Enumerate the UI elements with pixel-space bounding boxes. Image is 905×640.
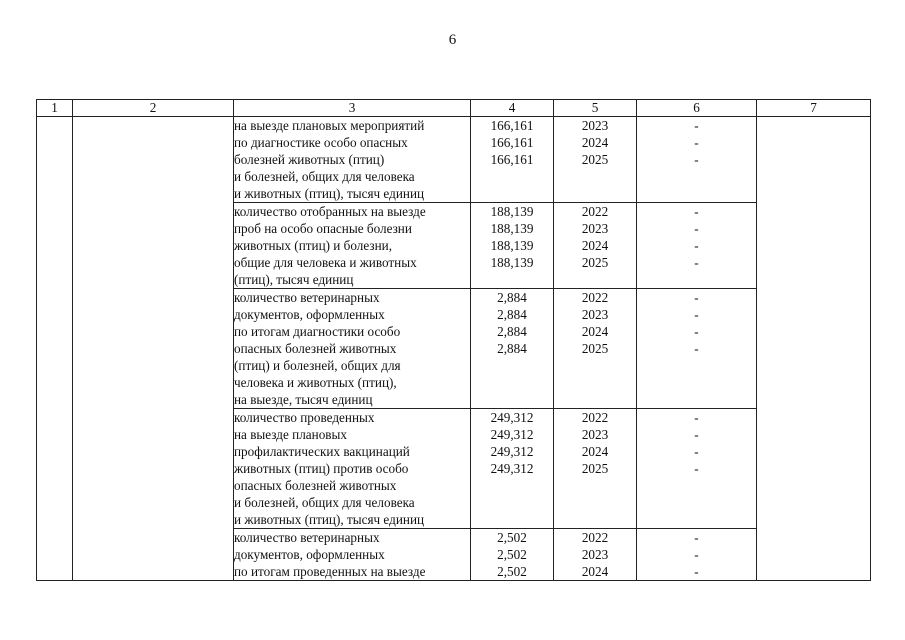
indicator-description (234, 289, 471, 409)
description-line: профилактических вакцинаций (234, 444, 410, 459)
year-cell: 2025 (581, 461, 609, 476)
year-cell: 2024 (581, 238, 609, 253)
value-cell: 2,884 (497, 324, 527, 339)
value-cell: 188,139 (490, 204, 534, 219)
dash-cell: - (694, 547, 699, 562)
indicator-description (234, 117, 471, 203)
year-cell: 2025 (581, 341, 609, 356)
value-cell: 249,312 (490, 444, 534, 459)
description-line: и болезней, общих для человека (234, 169, 415, 184)
value-cell: 188,139 (490, 238, 534, 253)
year-cell: 2023 (581, 307, 609, 322)
indicator-marks (637, 117, 757, 203)
description-line: по итогам диагностики особо (234, 324, 401, 339)
dash-cell: - (694, 324, 699, 339)
table-row (37, 117, 871, 203)
dash-cell: - (694, 410, 699, 425)
page-number: 6 (448, 32, 457, 48)
dash-cell: - (694, 564, 699, 579)
value-cell: 249,312 (490, 461, 534, 476)
description-line: человека и животных (птиц), (234, 375, 397, 390)
description-line: (птиц), тысяч единиц (234, 272, 354, 287)
year-cell: 2024 (581, 444, 609, 459)
year-cell: 2022 (581, 530, 609, 545)
year-cell: 2022 (581, 204, 609, 219)
dash-cell: - (694, 530, 699, 545)
value-cell: 166,161 (490, 135, 534, 150)
indicator-years (554, 409, 637, 529)
indicator-marks (637, 203, 757, 289)
indicator-marks (637, 289, 757, 409)
description-line: опасных болезней животных (234, 478, 397, 493)
description-line: количество отобранных на выезде (234, 204, 426, 219)
indicator-values (471, 289, 554, 409)
description-line: болезней животных (птиц) (234, 152, 385, 167)
indicator-description (234, 529, 471, 581)
description-line: количество ветеринарных (234, 530, 380, 545)
year-cell: 2023 (581, 118, 609, 133)
description-line: по диагностике особо опасных (234, 135, 408, 150)
description-line: и животных (птиц), тысяч единиц (234, 512, 425, 527)
col1-cell (37, 117, 73, 581)
description-line: количество ветеринарных (234, 290, 380, 305)
column-number-row (37, 100, 871, 117)
indicator-values (471, 203, 554, 289)
value-cell: 188,139 (490, 255, 534, 270)
dash-cell: - (694, 204, 699, 219)
description-line: и болезней, общих для человека (234, 495, 415, 510)
indicator-marks (637, 409, 757, 529)
indicator-years (554, 289, 637, 409)
description-line: на выезде, тысяч единиц (234, 392, 373, 407)
description-line: (птиц) и болезней, общих для (234, 358, 401, 373)
description-line: документов, оформленных (234, 307, 385, 322)
value-cell: 188,139 (490, 221, 534, 236)
year-cell: 2025 (581, 255, 609, 270)
indicator-years (554, 203, 637, 289)
year-cell: 2024 (581, 324, 609, 339)
value-cell: 2,884 (497, 307, 527, 322)
value-cell: 249,312 (490, 410, 534, 425)
value-cell: 2,884 (497, 290, 527, 305)
col2-cell (73, 117, 234, 581)
indicator-description (234, 409, 471, 529)
year-cell: 2022 (581, 290, 609, 305)
description-line: документов, оформленных (234, 547, 385, 562)
indicator-values (471, 117, 554, 203)
value-cell: 2,502 (497, 564, 527, 579)
indicator-years (554, 117, 637, 203)
year-cell: 2022 (581, 410, 609, 425)
column-number-3: 3 (234, 100, 471, 117)
year-cell: 2023 (581, 221, 609, 236)
dash-cell: - (694, 307, 699, 322)
description-line: животных (птиц) и болезни, (234, 238, 393, 253)
dash-cell: - (694, 290, 699, 305)
description-line: и животных (птиц), тысяч единиц (234, 186, 425, 201)
col7-cell (757, 117, 871, 581)
description-line: животных (птиц) против особо (234, 461, 409, 476)
value-cell: 249,312 (490, 427, 534, 442)
dash-cell: - (694, 118, 699, 133)
column-number-4: 4 (471, 100, 554, 117)
indicator-values (471, 529, 554, 581)
data-table (36, 99, 871, 581)
description-line: количество проведенных (234, 410, 375, 425)
year-cell: 2023 (581, 427, 609, 442)
dash-cell: - (694, 461, 699, 476)
value-cell: 2,502 (497, 530, 527, 545)
column-number-1: 1 (37, 100, 73, 117)
value-cell: 2,884 (497, 341, 527, 356)
dash-cell: - (694, 444, 699, 459)
year-cell: 2024 (581, 564, 609, 579)
column-number-2: 2 (73, 100, 234, 117)
column-number-6: 6 (637, 100, 757, 117)
indicator-description (234, 203, 471, 289)
description-line: на выезде плановых мероприятий (234, 118, 425, 133)
column-number-7: 7 (757, 100, 871, 117)
dash-cell: - (694, 427, 699, 442)
year-cell: 2025 (581, 152, 609, 167)
indicator-marks (637, 529, 757, 581)
year-cell: 2024 (581, 135, 609, 150)
description-line: общие для человека и животных (234, 255, 417, 270)
dash-cell: - (694, 238, 699, 253)
dash-cell: - (694, 255, 699, 270)
description-line: проб на особо опасные болезни (234, 221, 412, 236)
indicator-years (554, 529, 637, 581)
dash-cell: - (694, 152, 699, 167)
value-cell: 2,502 (497, 547, 527, 562)
value-cell: 166,161 (490, 118, 534, 133)
year-cell: 2023 (581, 547, 609, 562)
description-line: по итогам проведенных на выезде (234, 564, 426, 579)
indicator-values (471, 409, 554, 529)
dash-cell: - (694, 135, 699, 150)
value-cell: 166,161 (490, 152, 534, 167)
description-line: на выезде плановых (234, 427, 347, 442)
dash-cell: - (694, 221, 699, 236)
description-line: опасных болезней животных (234, 341, 397, 356)
column-number-5: 5 (554, 100, 637, 117)
dash-cell: - (694, 341, 699, 356)
